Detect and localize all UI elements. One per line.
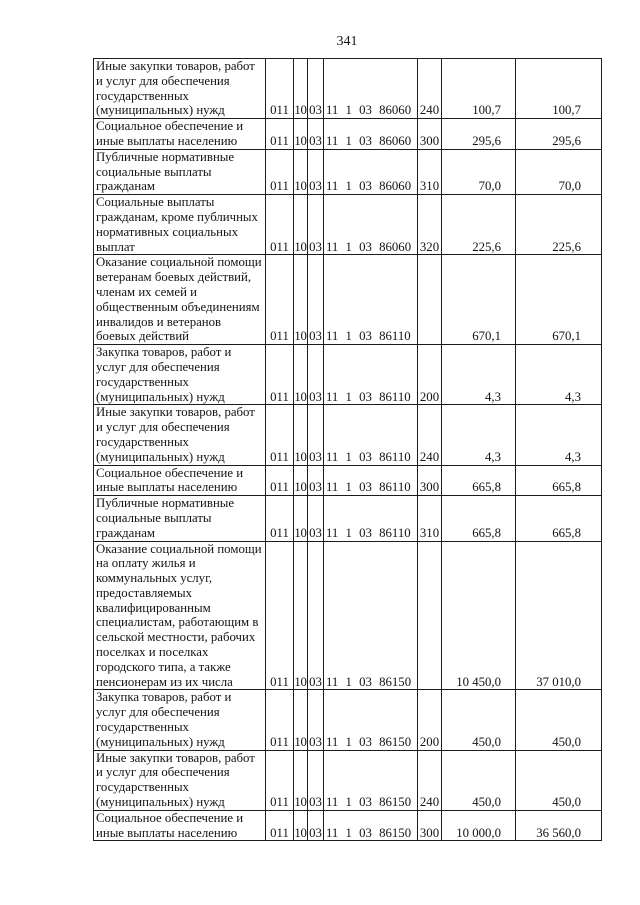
amount-1-cell: 4,3 [442, 405, 516, 465]
target-article-code-cell: 11 1 03 86110 [324, 465, 418, 496]
expense-name-cell: Публичные нормативные социальные выплаты гражданам [94, 496, 266, 541]
ministry-code-cell: 011 [266, 496, 294, 541]
amount-1-cell: 100,7 [442, 59, 516, 119]
ministry-code-cell: 011 [266, 255, 294, 345]
expense-name-cell: Закупка товаров, работ и услуг для обеспечения государственных (муниципальных) нужд [94, 690, 266, 750]
expense-type-code-cell: 240 [418, 750, 442, 810]
expense-type-code-cell: 320 [418, 195, 442, 255]
amount-1-cell: 295,6 [442, 119, 516, 150]
expense-name-cell: Социальные выплаты гражданам, кроме публичных нормативных социальных выплат [94, 195, 266, 255]
ministry-code-cell: 011 [266, 119, 294, 150]
amount-1-cell: 4,3 [442, 345, 516, 405]
expense-type-code-cell: 300 [418, 810, 442, 841]
section-code-cell: 10 [294, 149, 308, 194]
table-row [94, 465, 602, 496]
expense-name-cell: Иные закупки товаров, работ и услуг для обеспечения государственных (муниципальных) нужд [94, 405, 266, 465]
target-article-code-cell: 11 1 03 86060 [324, 149, 418, 194]
section-code-cell: 10 [294, 345, 308, 405]
target-article-code-cell: 11 1 03 86150 [324, 810, 418, 841]
amount-2-cell: 295,6 [516, 119, 602, 150]
expense-name-cell: Иные закупки товаров, работ и услуг для обеспечения государственных (муниципальных) нужд [94, 750, 266, 810]
expense-name-cell: Социальное обеспечение и иные выплаты населению [94, 119, 266, 150]
section-code-cell: 10 [294, 750, 308, 810]
expense-type-code-cell: 310 [418, 496, 442, 541]
expense-name-cell: Социальное обеспечение и иные выплаты населению [94, 810, 266, 841]
amount-2-cell: 100,7 [516, 59, 602, 119]
budget-table [93, 58, 602, 841]
budget-table-body [94, 59, 602, 841]
subsection-code-cell: 03 [308, 119, 324, 150]
ministry-code-cell: 011 [266, 750, 294, 810]
expense-name-cell: Закупка товаров, работ и услуг для обеспечения государственных (муниципальных) нужд [94, 345, 266, 405]
target-article-code-cell: 11 1 03 86150 [324, 541, 418, 690]
subsection-code-cell: 03 [308, 149, 324, 194]
amount-2-cell: 4,3 [516, 345, 602, 405]
subsection-code-cell: 03 [308, 255, 324, 345]
table-row [94, 750, 602, 810]
subsection-code-cell: 03 [308, 690, 324, 750]
amount-1-cell: 225,6 [442, 195, 516, 255]
expense-type-code-cell [418, 255, 442, 345]
amount-2-cell: 225,6 [516, 195, 602, 255]
expense-name-cell: Оказание социальной помощи ветеранам боевых действий, членам их семей и общественным объединениям инвалидов и ветеранов боевых действий [94, 255, 266, 345]
section-code-cell: 10 [294, 465, 308, 496]
table-row [94, 690, 602, 750]
expense-type-code-cell: 300 [418, 465, 442, 496]
section-code-cell: 10 [294, 690, 308, 750]
ministry-code-cell: 011 [266, 195, 294, 255]
expense-type-code-cell: 310 [418, 149, 442, 194]
expense-name-cell: Социальное обеспечение и иные выплаты населению [94, 465, 266, 496]
subsection-code-cell: 03 [308, 195, 324, 255]
ministry-code-cell: 011 [266, 59, 294, 119]
amount-2-cell: 37 010,0 [516, 541, 602, 690]
ministry-code-cell: 011 [266, 405, 294, 465]
subsection-code-cell: 03 [308, 345, 324, 405]
subsection-code-cell: 03 [308, 541, 324, 690]
expense-name-cell: Иные закупки товаров, работ и услуг для обеспечения государственных (муниципальных) нужд [94, 59, 266, 119]
ministry-code-cell: 011 [266, 465, 294, 496]
section-code-cell: 10 [294, 255, 308, 345]
subsection-code-cell: 03 [308, 465, 324, 496]
section-code-cell: 10 [294, 119, 308, 150]
table-row [94, 405, 602, 465]
table-row [94, 345, 602, 405]
amount-2-cell: 665,8 [516, 496, 602, 541]
amount-1-cell: 665,8 [442, 465, 516, 496]
section-code-cell: 10 [294, 405, 308, 465]
table-row [94, 195, 602, 255]
table-row [94, 496, 602, 541]
section-code-cell: 10 [294, 195, 308, 255]
amount-1-cell: 665,8 [442, 496, 516, 541]
amount-2-cell: 665,8 [516, 465, 602, 496]
target-article-code-cell: 11 1 03 86060 [324, 119, 418, 150]
amount-1-cell: 70,0 [442, 149, 516, 194]
section-code-cell: 10 [294, 59, 308, 119]
table-row [94, 255, 602, 345]
expense-type-code-cell: 240 [418, 405, 442, 465]
section-code-cell: 10 [294, 496, 308, 541]
expense-name-cell: Публичные нормативные социальные выплаты гражданам [94, 149, 266, 194]
target-article-code-cell: 11 1 03 86060 [324, 59, 418, 119]
subsection-code-cell: 03 [308, 496, 324, 541]
amount-1-cell: 450,0 [442, 750, 516, 810]
amount-1-cell: 450,0 [442, 690, 516, 750]
expense-type-code-cell: 200 [418, 345, 442, 405]
table-row [94, 541, 602, 690]
section-code-cell: 10 [294, 541, 308, 690]
subsection-code-cell: 03 [308, 750, 324, 810]
target-article-code-cell: 11 1 03 86150 [324, 750, 418, 810]
target-article-code-cell: 11 1 03 86110 [324, 496, 418, 541]
table-row [94, 119, 602, 150]
amount-2-cell: 670,1 [516, 255, 602, 345]
expense-type-code-cell: 300 [418, 119, 442, 150]
target-article-code-cell: 11 1 03 86110 [324, 255, 418, 345]
expense-name-cell: Оказание социальной помощи на оплату жилья и коммунальных услуг, предоставляемых квалифицированным специалистам, работающим в сельской местности, рабочих поселках и поселках городского типа, а также пенсионерам из их числа [94, 541, 266, 690]
amount-2-cell: 450,0 [516, 750, 602, 810]
amount-1-cell: 10 000,0 [442, 810, 516, 841]
amount-1-cell: 10 450,0 [442, 541, 516, 690]
subsection-code-cell: 03 [308, 810, 324, 841]
table-row [94, 59, 602, 119]
amount-2-cell: 450,0 [516, 690, 602, 750]
amount-1-cell: 670,1 [442, 255, 516, 345]
ministry-code-cell: 011 [266, 345, 294, 405]
target-article-code-cell: 11 1 03 86060 [324, 195, 418, 255]
ministry-code-cell: 011 [266, 810, 294, 841]
expense-type-code-cell: 240 [418, 59, 442, 119]
section-code-cell: 10 [294, 810, 308, 841]
expense-type-code-cell: 200 [418, 690, 442, 750]
subsection-code-cell: 03 [308, 405, 324, 465]
target-article-code-cell: 11 1 03 86110 [324, 405, 418, 465]
ministry-code-cell: 011 [266, 690, 294, 750]
table-row [94, 810, 602, 841]
amount-2-cell: 4,3 [516, 405, 602, 465]
subsection-code-cell: 03 [308, 59, 324, 119]
target-article-code-cell: 11 1 03 86150 [324, 690, 418, 750]
ministry-code-cell: 011 [266, 541, 294, 690]
table-row [94, 149, 602, 194]
amount-2-cell: 70,0 [516, 149, 602, 194]
amount-2-cell: 36 560,0 [516, 810, 602, 841]
page-number: 341 [336, 34, 358, 49]
expense-type-code-cell [418, 541, 442, 690]
target-article-code-cell: 11 1 03 86110 [324, 345, 418, 405]
ministry-code-cell: 011 [266, 149, 294, 194]
